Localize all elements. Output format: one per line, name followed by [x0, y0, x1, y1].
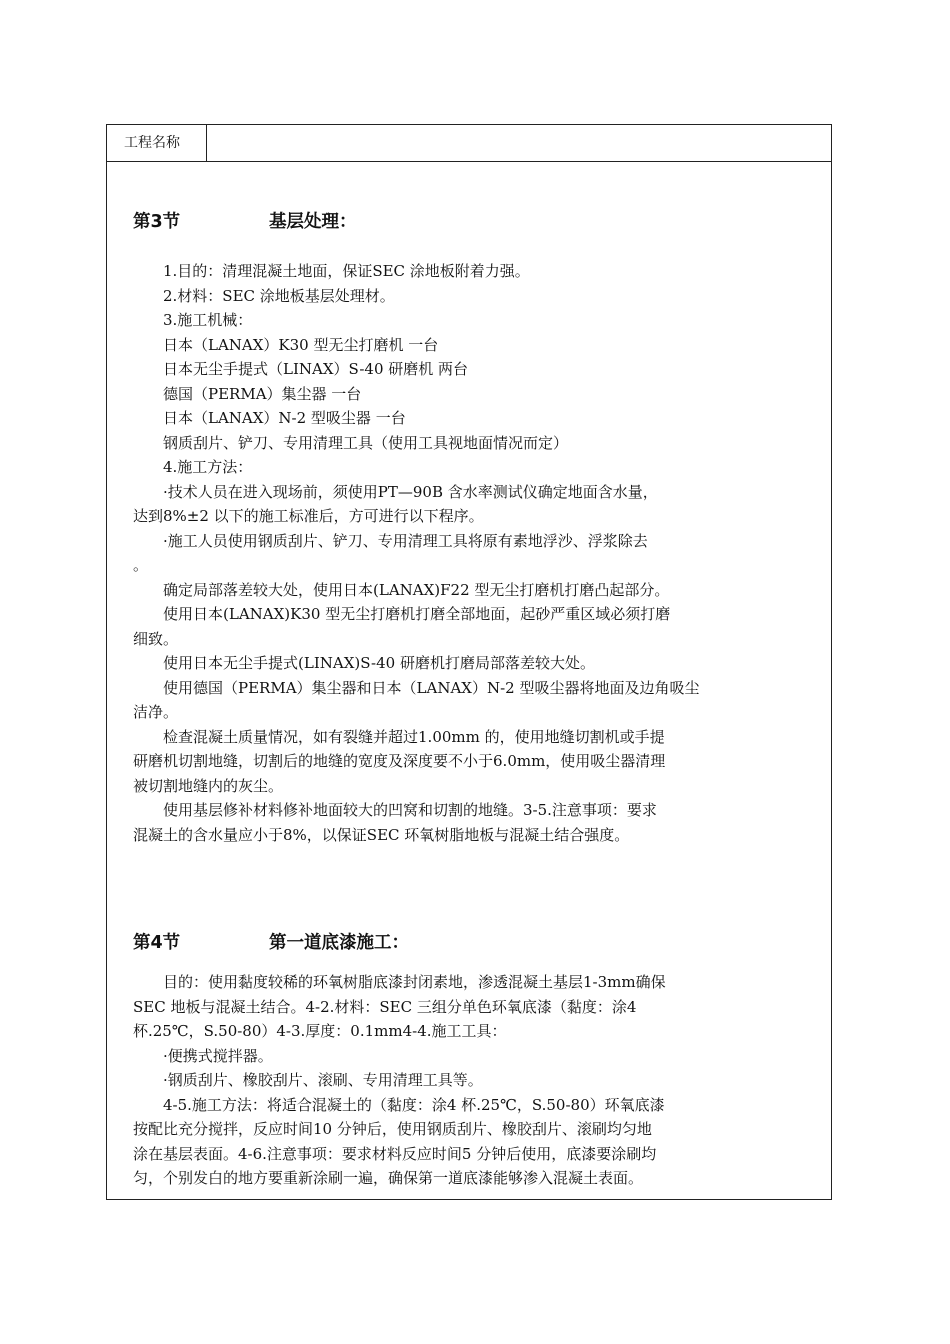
text-line: ·便携式搅拌器。: [133, 1046, 273, 1065]
section-4-title: 第一道底漆施工：: [269, 933, 409, 953]
project-name-value[interactable]: [207, 125, 831, 161]
document-table: [106, 124, 832, 1200]
text-line: 日本无尘手提式（LINAX）S-40 研磨机 两台: [133, 360, 469, 378]
section-3-title: 基层处理：: [269, 212, 357, 232]
text-line: 德国（PERMA）集尘器 一台: [133, 384, 362, 403]
text-line: 确定局部落差较大处，使用日本(LANAX)F22 型无尘打磨机打磨凸起部分。: [133, 580, 670, 599]
text-line: 被切割地缝内的灰尘。: [133, 776, 284, 795]
text-line: 匀，个别发白的地方要重新涂刷一遍，确保第一道底漆能够渗入混凝土表面。: [133, 1169, 644, 1187]
text-line: 洁净。: [133, 703, 179, 721]
text-line: 日本（LANAX）N-2 型吸尘器 一台: [133, 409, 406, 427]
section-4-number: 第4节: [133, 933, 181, 953]
project-name-label: 工程名称: [107, 125, 207, 161]
text-line: 4-5.施工方法：将适合混凝土的（黏度：涂4 杯.25℃，S.50-80）环氧底漆: [133, 1095, 665, 1114]
text-line: 研磨机切割地缝，切割后的地缝的宽度及深度要不小于6.0mm，使用吸尘器清理: [133, 752, 666, 770]
text-line: 1.目的：清理混凝土地面，保证SEC 涂地板附着力强。: [133, 262, 530, 280]
section-4-heading: [133, 929, 409, 954]
text-line: 使用日本(LANAX)K30 型无尘打磨机打磨全部地面，起砂严重区域必须打磨: [133, 605, 671, 623]
header-row: [107, 125, 831, 162]
text-line: ·技术人员在进入现场前，须使用PT—90B 含水率测试仪确定地面含水量，: [133, 482, 658, 501]
text-line: ·钢质刮片、橡胶刮片、滚刷、专用清理工具等。: [133, 1071, 483, 1089]
text-line: 杯.25℃，S.50-80）4-3.厚度：0.1mm4-4.施工工具：: [133, 1022, 507, 1040]
text-line: 使用德国（PERMA）集尘器和日本（LANAX）N-2 型吸尘器将地面及边角吸尘: [133, 678, 700, 697]
text-line: 4.施工方法：: [133, 458, 253, 476]
text-line: 2.材料：SEC 涂地板基层处理材。: [133, 286, 395, 305]
section-3-number: 第3节: [133, 212, 181, 232]
text-line: 混凝土的含水量应小于8%，以保证SEC 环氧树脂地板与混凝土结合强度。: [133, 825, 630, 844]
text-line: 按配比充分搅拌，反应时间10 分钟后，使用钢质刮片、橡胶刮片、滚刷均匀地: [133, 1120, 652, 1138]
section-3-heading: [133, 208, 357, 233]
text-line: 。: [133, 556, 149, 574]
text-line: 检查混凝土质量情况，如有裂缝并超过1.00mm 的，使用地缝切割机或手提: [133, 727, 665, 746]
text-line: 目的：使用黏度较稀的环氧树脂底漆封闭素地，渗透混凝土基层1-3mm确保: [133, 973, 666, 991]
text-line: ·施工人员使用钢质刮片、铲刀、专用清理工具将原有素地浮沙、浮浆除去: [133, 531, 648, 550]
text-line: SEC 地板与混凝土结合。4-2.材料：SEC 三组分单色环氧底漆（黏度：涂4: [133, 997, 637, 1016]
text-line: 涂在基层表面。4-6.注意事项：要求材料反应时间5 分钟后使用，底漆要涂刷均: [133, 1144, 657, 1163]
text-line: 细致。: [133, 629, 179, 648]
text-line: 日本（LANAX）K30 型无尘打磨机 一台: [133, 335, 439, 354]
text-line: 使用基层修补材料修补地面较大的凹窝和切割的地缝。3-5.注意事项：要求: [133, 801, 657, 819]
text-line: 达到8%±2 以下的施工标准后，方可进行以下程序。: [133, 507, 484, 525]
text-line: 钢质刮片、铲刀、专用清理工具（使用工具视地面情况而定）: [133, 433, 569, 452]
text-line: 使用日本无尘手提式(LINAX)S-40 研磨机打磨局部落差较大处。: [133, 654, 595, 672]
text-line: 3.施工机械：: [133, 311, 253, 329]
